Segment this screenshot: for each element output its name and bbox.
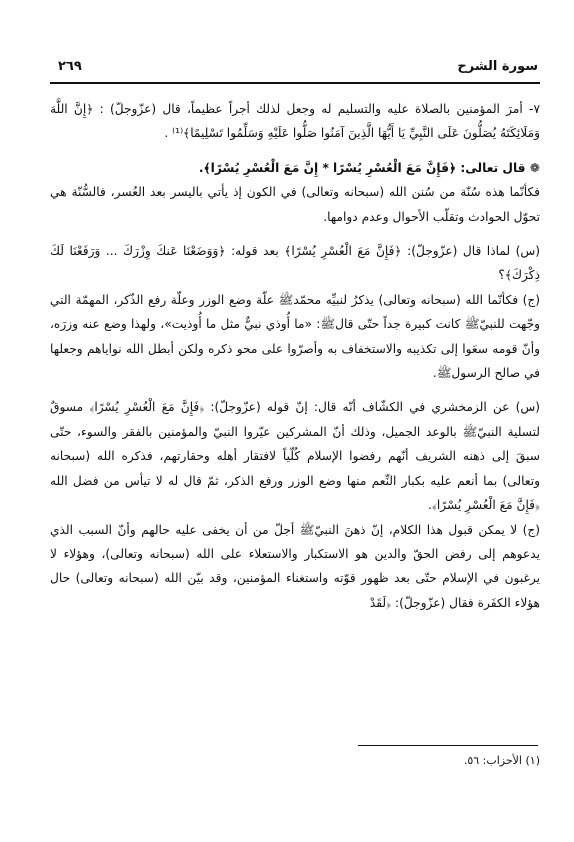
page-body xyxy=(50,97,540,615)
header-rule xyxy=(50,82,540,84)
question-paragraph: (س) لماذا قال (عزّوجلّ): ﴿فَإِنَّ مَعَ الْعُسْرِ يُسْرًا﴾ بعد قوله: ﴿وَوَضَعْنَا عَنكَ وِزْرَكَ ... وَرَفَعْنَا لَكَ ذِكْرَكَ﴾؟ xyxy=(50,244,540,283)
surah-title: سورة الشرح xyxy=(457,58,538,74)
paragraph: فكأنّما هذه سُنّة من سُنن الله (سبحانه وتعالى) في الكون إذ يأتي باليسر بعد العُسر، فالسُّنّة هي تحوّل الحوادث وتقلّب الأحوال وعدم دوامها. xyxy=(50,185,540,224)
paragraph: ٧- أمرَ المؤمنين بالصلاة عليه والتسليم له وجعل لذلك أجراً عظيماً، قال (عزّوجلّ) : ﴿إِنَّ اللَّهَ وَمَلَائِكَتَهُ يُصَلُّونَ عَلَى النَّبِيِّ يَا أَيُّهَا الَّذِينَ آمَنُوا صَلُّوا عَلَيْهِ وَسَلِّمُوا تَسْلِيمًا﴾⁽¹⁾ . xyxy=(50,102,540,141)
footnote: (١) الأحزاب: ٥٦. xyxy=(463,754,540,767)
answer-paragraph: (ج) لا يمكن قبول هذا الكلام، إنّ ذهنَ النبيّﷺ أجلّ من أن يخفى عليه حالهم وأنّ السبب الذي يدعوهم إلى رفض الحقّ والدين هو الاستكبار والاستعلاء على الله (سبحانه وتعالى)، وهؤلاء لا يرغبون في الإسلام حتّى بعد ظهور قوّته واستغناء المؤمنين، وقد بيّن الله (سبحانه وتعالى) حال هؤلاء الكفَرة فقال (عزّوجلّ): ﴿لَقَدْ xyxy=(50,522,540,610)
question-paragraph: (س) عن الزمخشري في الكشّاف أنّه قال: إنّ قوله (عزّوجلّ): ﴿فَإِنَّ مَعَ الْعُسْرِ يُسْرًا﴾ مسوقٌ لتسلية النبيّﷺ بالوعد الجميل، وذلك أنّ المشركين عيّروا النبيّ والمؤمنين بالفقر والسوء، حتّى سبقَ إلى ذهنه الشريف أنّهم رفضوا الإسلام كُلّياً لافتقار أهله وحقارتهم، فذكره الله (سبحانه وتعالى) بما أنعم عليه بكبار النِّعم منها وضع الوزر ورفع الذكر، ثمّ قال له لا تيأس من فضل الله ﴿فَإِنَّ مَعَ الْعُسْرِ يُسْرًا﴾. xyxy=(50,400,540,513)
footnote-rule xyxy=(358,745,538,746)
running-header xyxy=(58,55,538,77)
answer-paragraph: (ج) فكأنّما الله (سبحانه وتعالى) يذكرُ لنبيِّه محمّدﷺ علّة وضع الوزر وعلّة رفع الذّكر، المهمّة التي وجّهت للنبيّﷺ كانت كبيرة جداً حتّى قالﷺ: «ما أُوذي نبيٌّ مثل ما أُوذيت»، ولهذا وضع عنه وزرَه، وأنّ قومه سعَوا إلى تكذيبه والاستخفاف به وأصرّوا على محو ذكره ولكن أبطل الله نواياهم وجعلها في صالح الرسولﷺ. xyxy=(50,292,540,381)
verse-heading: ❁ قال تعالى: ﴿فَإِنَّ مَعَ الْعُسْرِ يُسْرًا * إِنَّ مَعَ الْعُسْرِ يُسْرًا﴾. xyxy=(198,160,540,175)
page-number: ٢٦٩ xyxy=(58,58,82,74)
